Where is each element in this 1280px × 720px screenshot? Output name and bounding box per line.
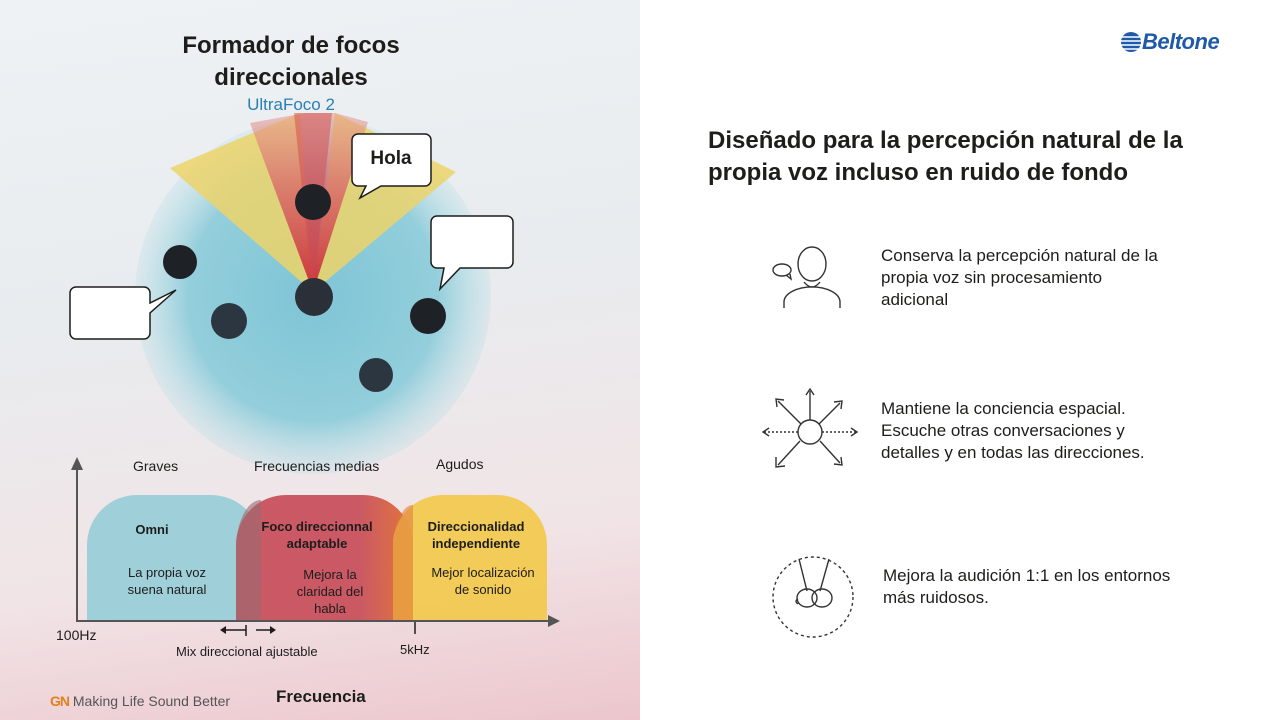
band-directional [393, 495, 547, 620]
beltone-logo-text: Beltone [1142, 29, 1220, 54]
info-panel [640, 0, 1280, 720]
own-voice-person-icon [770, 240, 850, 312]
feature-own-voice-text: Conserva la percepción natural de la propia voz sin procesamiento adicional [881, 246, 1158, 309]
beltone-globe-icon [1120, 31, 1142, 53]
band-header-medias: Frecuencias medias [254, 458, 380, 474]
head-bottom [359, 358, 393, 392]
diagram-subtitle: UltraFoco 2 [247, 95, 335, 114]
axis-5khz-label: 5kHz [400, 642, 430, 657]
head-left-1 [163, 245, 197, 279]
gn-logo: GN [50, 693, 69, 709]
axis-start-label: 100Hz [56, 627, 97, 643]
head-left-2 [211, 303, 247, 339]
one-to-one-listening-icon [770, 555, 860, 640]
band-title-directional: Direccionalidad independiente [427, 519, 525, 551]
headline: Diseñado para la percepción natural de la propia voz incluso en ruido de fondo [708, 127, 1183, 186]
beltone-logo [1120, 30, 1219, 54]
gn-tagline [50, 693, 230, 709]
spatial-awareness-icon [760, 385, 860, 475]
band-desc-directional: Mejor localización de sonido [431, 565, 535, 597]
gn-tagline-text: Making Life Sound Better [72, 693, 231, 709]
user-head [295, 278, 333, 316]
x-axis-title: Frecuencia [276, 687, 366, 706]
band-omni [87, 495, 261, 620]
band-title-focus: Foco direccionnal adaptable [261, 519, 373, 551]
band-desc-focus: Mejora la claridad del habla [296, 567, 364, 616]
speech-bubble-text: Hola [370, 148, 412, 169]
feature-one-to-one-text: Mejora la audición 1:1 en los entornos más ruidosos. [883, 566, 1171, 607]
band-desc-omni: La propia voz suena natural [127, 565, 207, 597]
band-title-omni: Omni [135, 522, 169, 537]
speaker-head-front [295, 184, 331, 220]
mix-label: Mix direccional ajustable [176, 644, 318, 659]
band-header-graves: Graves [133, 458, 179, 474]
feature-spatial-text: Mantiene la conciencia espacial. Escuche otras conversaciones y detalles y en todas las direcciones. [881, 399, 1145, 462]
band-header-agudos: Agudos [436, 456, 484, 472]
head-right-1 [410, 298, 446, 334]
diagram-title: Formador de focos direccionales [182, 32, 400, 91]
